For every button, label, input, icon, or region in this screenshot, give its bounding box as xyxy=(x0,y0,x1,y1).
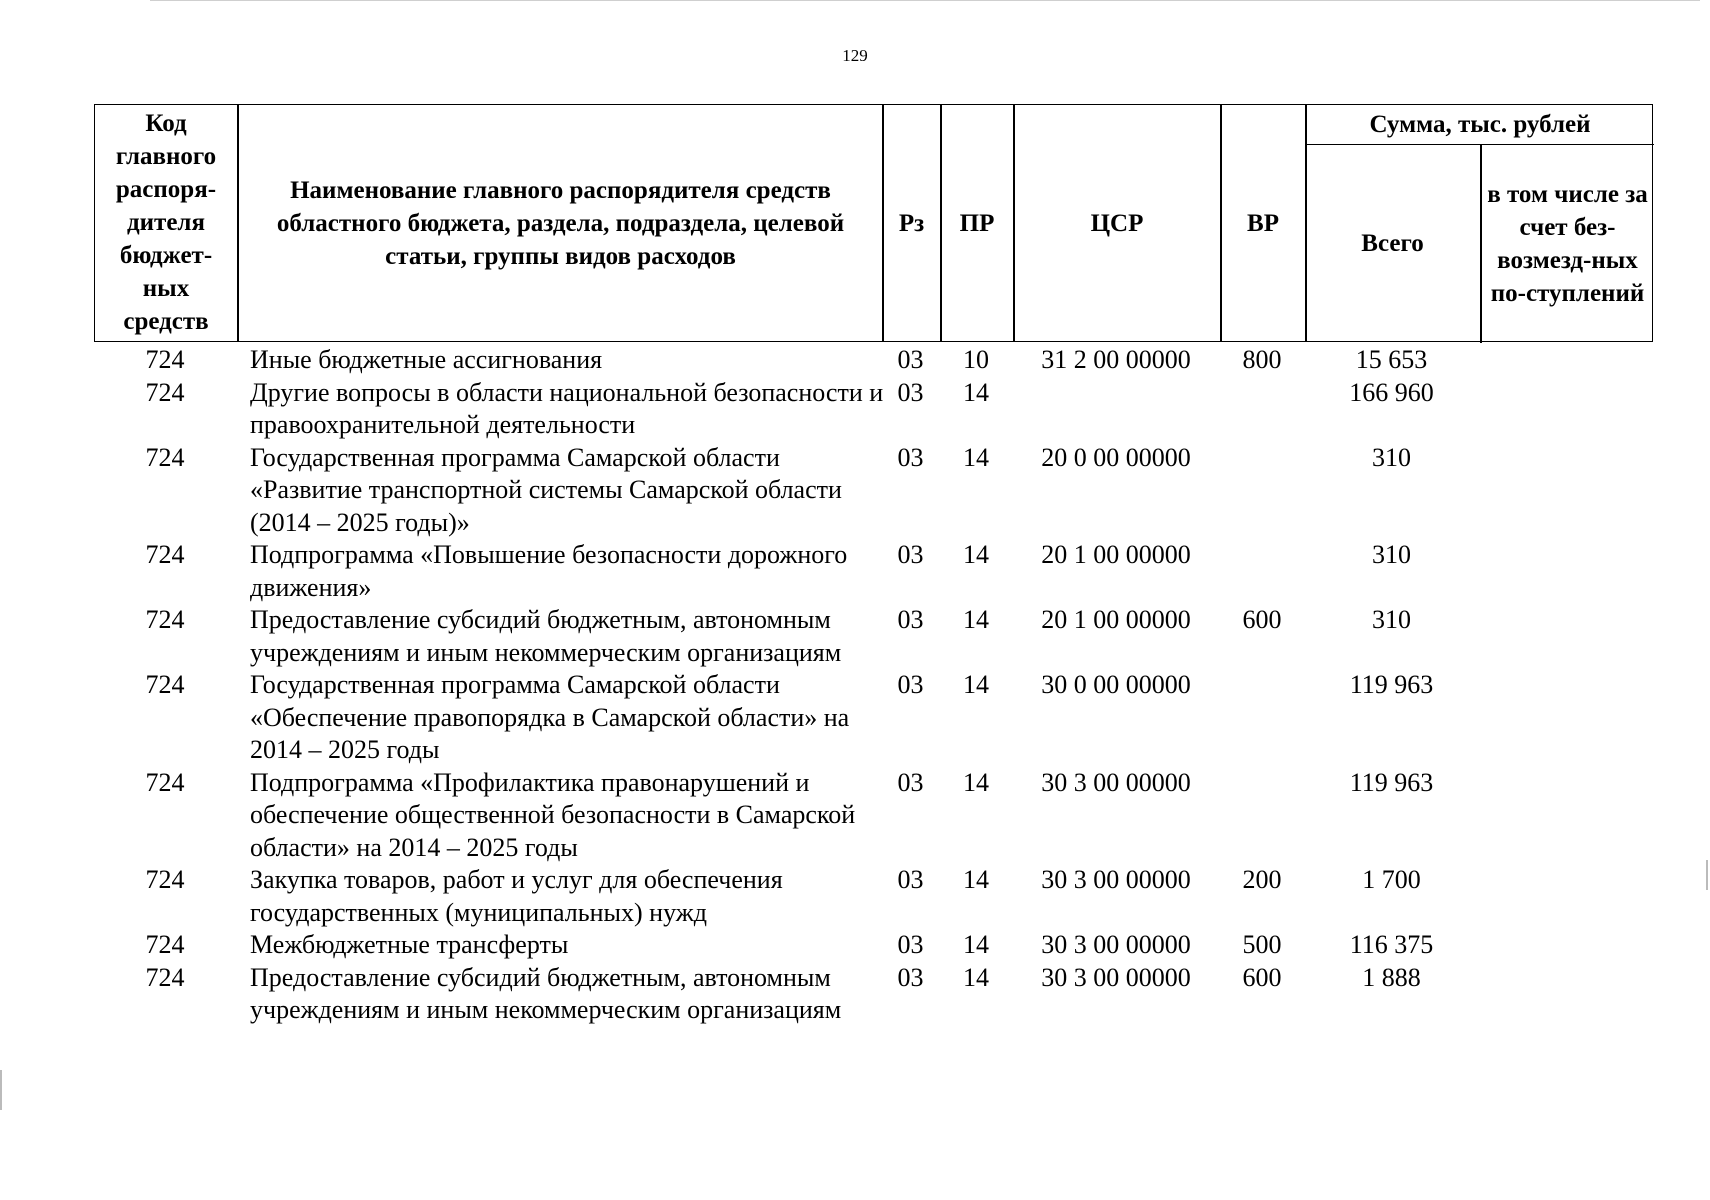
cell-csr: 31 2 00 00000 xyxy=(1041,345,1191,374)
cell-name: Государственная программа Самарской области «Развитие транспортной системы Самарской области (2014 – 2025 годы)» xyxy=(250,442,842,537)
cell-code: 724 xyxy=(145,865,185,894)
cell-pr: 14 xyxy=(963,865,989,894)
cell-vr: 600 xyxy=(1242,605,1282,634)
cell-sum: 1 888 xyxy=(1362,962,1421,992)
cell-rz: 03 xyxy=(897,930,924,959)
cell-name: Предоставление субсидий бюджетным, автономным учреждениям и иным некоммерческим организациям xyxy=(250,605,842,667)
cell-rz: 03 xyxy=(897,605,924,634)
cell-csr: 30 3 00 00000 xyxy=(1041,962,1191,992)
cell-code: 724 xyxy=(145,442,185,472)
cell-rz: 03 xyxy=(897,377,924,407)
cell-pr: 10 xyxy=(963,345,989,374)
cell-rz: 03 xyxy=(897,345,924,374)
header-total: Всего xyxy=(1361,230,1424,257)
table-row xyxy=(94,962,1653,1027)
cell-pr: 14 xyxy=(963,930,989,959)
cell-sum: 116 375 xyxy=(1349,930,1434,959)
cell-pr: 14 xyxy=(963,540,989,569)
cell-csr: 30 3 00 00000 xyxy=(1041,767,1191,797)
cell-pr: 14 xyxy=(963,767,989,797)
cell-code: 724 xyxy=(145,605,185,634)
cell-name: Подпрограмма «Повышение безопасности дорожного движения» xyxy=(250,540,848,602)
cell-vr: 200 xyxy=(1242,865,1282,894)
cell-vr: 800 xyxy=(1242,345,1282,374)
cell-sum: 119 963 xyxy=(1349,767,1434,797)
table-row xyxy=(94,604,1653,669)
cell-code: 724 xyxy=(145,962,185,992)
table-row xyxy=(94,864,1653,929)
cell-sum: 166 960 xyxy=(1349,377,1434,407)
cell-code: 724 xyxy=(145,377,185,407)
cell-sum: 310 xyxy=(1372,442,1411,472)
cell-rz: 03 xyxy=(897,442,924,472)
cell-rz: 03 xyxy=(897,670,924,699)
cell-code: 724 xyxy=(145,670,185,699)
header-vr: ВР xyxy=(1247,209,1279,237)
cell-name: Другие вопросы в области национальной безопасности и правоохранительной деятельности xyxy=(250,377,884,439)
cell-pr: 14 xyxy=(963,442,989,472)
table-row xyxy=(94,539,1653,604)
table-row xyxy=(94,442,1653,540)
cell-pr: 14 xyxy=(963,377,989,407)
table-row xyxy=(94,344,1653,377)
cell-name: Межбюджетные трансферты xyxy=(250,930,569,959)
cell-name: Закупка товаров, работ и услуг для обеспечения государственных (муниципальных) нужд xyxy=(250,865,783,927)
cell-pr: 14 xyxy=(963,962,989,992)
header-incl: в том числе за счет без-возмезд-ных по-ступлений xyxy=(1487,181,1648,307)
cell-sum: 310 xyxy=(1372,540,1411,569)
table-body xyxy=(94,344,1653,1027)
scan-speck xyxy=(0,1070,2,1110)
cell-csr: 20 1 00 00000 xyxy=(1041,540,1191,569)
cell-csr: 20 0 00 00000 xyxy=(1041,442,1191,472)
cell-name: Подпрограмма «Профилактика правонарушений и обеспечение общественной безопасности в Самарской области» на 2014 – 2025 годы xyxy=(250,767,856,862)
cell-name: Иные бюджетные ассигнования xyxy=(250,345,603,374)
cell-name: Государственная программа Самарской области «Обеспечение правопорядка в Самарской области» на 2014 – 2025 годы xyxy=(250,670,850,764)
header-pr: ПР xyxy=(959,209,995,237)
header-csr: ЦСР xyxy=(1090,209,1144,237)
cell-sum: 15 653 xyxy=(1355,345,1428,374)
header-rz: Рз xyxy=(898,209,925,237)
cell-vr: 600 xyxy=(1242,962,1282,992)
cell-rz: 03 xyxy=(897,540,924,569)
cell-rz: 03 xyxy=(897,767,924,797)
cell-code: 724 xyxy=(145,930,185,959)
scan-speck xyxy=(1706,860,1708,890)
header-name: Наименование главного распорядителя средств областного бюджета, раздела, подраздела, целевой статьи, группы видов расходов xyxy=(276,176,845,270)
cell-csr: 20 1 00 00000 xyxy=(1041,605,1191,634)
cell-rz: 03 xyxy=(897,865,924,894)
cell-sum: 1 700 xyxy=(1362,865,1421,894)
cell-code: 724 xyxy=(145,767,185,797)
table-row xyxy=(94,377,1653,442)
cell-csr: 30 3 00 00000 xyxy=(1041,930,1191,959)
cell-vr: 500 xyxy=(1242,930,1282,959)
cell-csr: 30 3 00 00000 xyxy=(1041,865,1191,894)
table-header xyxy=(94,104,1653,342)
cell-sum: 119 963 xyxy=(1349,670,1434,699)
header-code: Код главного распоря-дителя бюджет-ных средств xyxy=(115,110,217,335)
table-row xyxy=(94,929,1653,962)
table-row xyxy=(94,669,1653,767)
cell-name: Предоставление субсидий бюджетным, автономным учреждениям и иным некоммерческим организациям xyxy=(250,962,842,1024)
cell-sum: 310 xyxy=(1372,605,1411,634)
cell-pr: 14 xyxy=(963,670,989,699)
page-number: 129 xyxy=(842,46,868,65)
table-row xyxy=(94,767,1653,865)
scan-edge-line xyxy=(150,0,1700,1)
cell-csr: 30 0 00 00000 xyxy=(1041,670,1191,699)
cell-pr: 14 xyxy=(963,605,989,634)
cell-code: 724 xyxy=(145,345,185,374)
cell-rz: 03 xyxy=(897,962,924,992)
cell-code: 724 xyxy=(145,540,185,569)
header-sum: Сумма, тыс. рублей xyxy=(1306,105,1654,145)
